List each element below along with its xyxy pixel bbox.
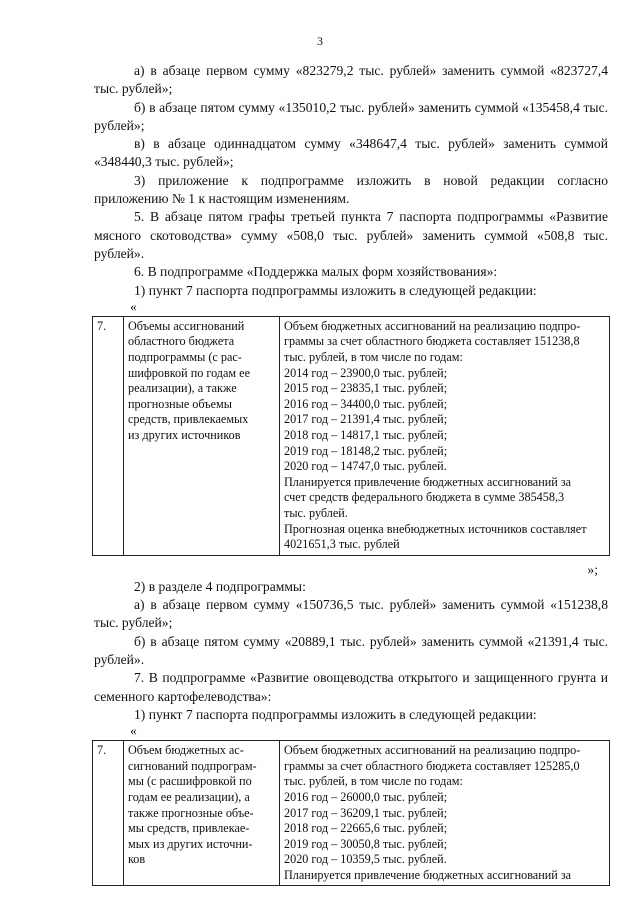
closing-quote: »;	[587, 561, 598, 577]
cell-line: областного бюджета	[128, 334, 235, 349]
passport-table-1	[92, 316, 610, 556]
paragraph: 1) пункт 7 паспорта подпрограммы изложить в следующей редакции:	[134, 282, 537, 298]
cell-line: 4021651,3 тыс. рублей	[284, 537, 400, 552]
cell-line: 2019 год – 18148,2 тыс. рублей;	[284, 443, 448, 458]
cell-line: 2015 год – 23835,1 тыс. рублей;	[284, 381, 448, 396]
cell-line: Планируется привлечение бюджетных ассигнований за	[284, 474, 572, 489]
cell-line: реализации), а также	[128, 381, 237, 396]
table-row	[93, 741, 610, 886]
cell-line: 2018 год – 14817,1 тыс. рублей;	[284, 428, 448, 443]
cell-line: тыс. рублей, в том числе по годам:	[284, 774, 463, 789]
document-body	[94, 62, 608, 886]
paragraph: 6. В подпрограмме «Поддержка малых форм хозяйствования»:	[134, 264, 498, 280]
cell-line: 2020 год – 14747,0 тыс. рублей.	[284, 459, 447, 474]
cell-line: счет средств федерального бюджета в сумме 385458,3	[284, 490, 565, 505]
item-number: 7.	[93, 741, 124, 886]
cell-line: Планируется привлечение бюджетных ассигнований за	[284, 867, 572, 882]
cell-line: годам ее реализации), а	[128, 789, 250, 804]
cell-line: Объемы ассигнований	[128, 318, 245, 333]
paragraph: б) в абзаце пятом сумму «20889,1 тыс. рублей» заменить суммой «21391,4 тыс. рублей».	[94, 633, 608, 667]
cell-line: средств, привлекаемых	[128, 412, 249, 427]
cell-line: Прогнозная оценка внебюджетных источников составляет	[284, 521, 587, 536]
page-number: 3	[317, 34, 323, 48]
paragraph: а) в абзаце первом сумму «823279,2 тыс. рублей» заменить суммой «823727,4 тыс. рублей»;	[94, 63, 608, 97]
cell-line: подпрограммы (с рас-	[128, 350, 242, 365]
cell-line: тыс. рублей.	[284, 505, 348, 520]
cell-line: тыс. рублей, в том числе по годам:	[284, 350, 463, 365]
paragraph: 7. В подпрограмме «Развитие овощеводства открытого и защищенного грунта и семенного картофелеводства»:	[94, 670, 608, 704]
cell-line: 2017 год – 21391,4 тыс. рублей;	[284, 412, 448, 427]
cell-line: 2018 год – 22665,6 тыс. рублей;	[284, 821, 448, 836]
cell-line: 2016 год – 26000,0 тыс. рублей;	[284, 789, 448, 804]
item-number: 7.	[93, 316, 124, 555]
cell-line: граммы за счет областного бюджета составляет 125285,0	[284, 758, 580, 773]
paragraph: в) в абзаце одиннадцатом сумму «348647,4 тыс. рублей» заменить суммой «348440,3 тыс. рублей»;	[94, 136, 608, 170]
paragraph: а) в абзаце первом сумму «150736,5 тыс. рублей» заменить суммой «151238,8 тыс. рублей»;	[94, 597, 608, 631]
item-value-cell	[280, 316, 610, 555]
paragraph: 2) в разделе 4 подпрограммы:	[134, 578, 306, 594]
cell-line: 2016 год – 34400,0 тыс. рублей;	[284, 396, 448, 411]
cell-line: ков	[128, 852, 146, 867]
cell-line: Объем бюджетных ассигнований на реализацию подпро-	[284, 743, 581, 758]
cell-line: 2020 год – 10359,5 тыс. рублей.	[284, 852, 447, 867]
cell-line: 2014 год – 23900,0 тыс. рублей;	[284, 365, 448, 380]
passport-table-2	[92, 740, 610, 886]
cell-line: Объем бюджетных ассигнований на реализацию подпро-	[284, 318, 581, 333]
table-row	[93, 316, 610, 555]
item-label-cell	[124, 316, 280, 555]
opening-quote-2: «	[130, 723, 137, 739]
opening-quote: «	[130, 298, 137, 314]
paragraph: 3) приложение к подпрограмме изложить в новой редакции согласно приложению № 1 к настоящим изменениям.	[94, 172, 608, 207]
cell-line: мы средств, привлекае-	[128, 821, 250, 836]
cell-line: из других источников	[128, 428, 241, 443]
cell-line: 2017 год – 36209,1 тыс. рублей;	[284, 805, 448, 820]
cell-line: шифровкой по годам ее	[128, 365, 250, 380]
amendment-paragraphs-1	[94, 62, 608, 300]
paragraph: 5. В абзаце пятом графы третьей пункта 7 паспорта подпрограммы «Развитие мясного скотоводства» сумму «508,0 тыс. рублей» заменить суммой «508,8 тыс. рублей».	[94, 209, 608, 261]
cell-line: мых из других источни-	[128, 836, 253, 851]
amendment-paragraphs-2	[94, 578, 608, 724]
cell-line: сигнований подпрограм-	[128, 758, 257, 773]
cell-line: также прогнозные объе-	[128, 805, 254, 820]
cell-line: Объем бюджетных ас-	[128, 743, 244, 758]
cell-line: прогнозные объемы	[128, 396, 232, 411]
paragraph: б) в абзаце пятом сумму «135010,2 тыс. рублей» заменить суммой «135458,4 тыс. рублей»;	[94, 99, 608, 133]
cell-line: мы (с расшифровкой по	[128, 774, 252, 789]
cell-line: граммы за счет областного бюджета составляет 151238,8	[284, 334, 580, 349]
cell-line: 2019 год – 30050,8 тыс. рублей;	[284, 836, 448, 851]
item-label-cell	[124, 741, 280, 886]
item-value-cell	[280, 741, 610, 886]
paragraph: 1) пункт 7 паспорта подпрограммы изложить в следующей редакции:	[134, 706, 537, 722]
